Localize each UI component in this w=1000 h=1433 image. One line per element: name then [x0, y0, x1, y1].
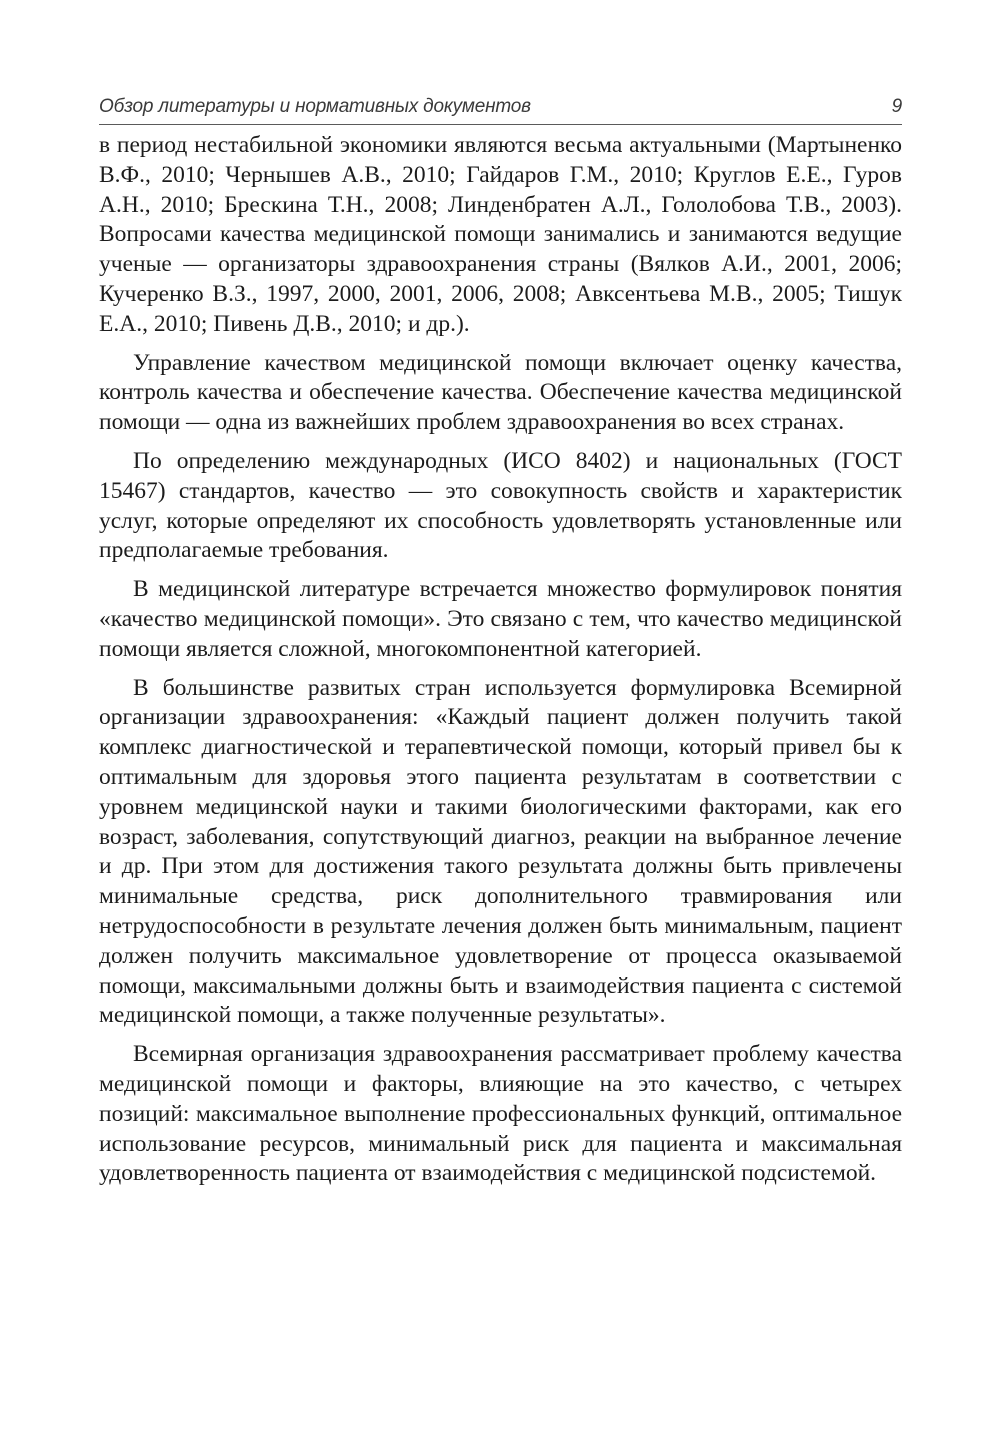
- paragraph-quality-management: Управление качеством медицинской помощи включает оценку качества, контроль качества и обеспечение качества. Обеспечение качества медицинской помощи — одна из важнейших проблем здравоохранения во всех странах.: [99, 349, 902, 436]
- book-page: [99, 96, 902, 1198]
- body-text: [99, 131, 902, 1189]
- running-header: [99, 96, 902, 125]
- paragraph-continuation: в период нестабильной экономики являются весьма актуальными (Мартыненко В.Ф., 2010; Чернышев А.В., 2010; Гайдаров Г.М., 2010; Круглов Е.Е., Гуров А.Н., 2010; Брескина Т.Н., 2008; Линденбратен А.Л., Гололобова Т.В., 2003). Вопросами качества медицинской помощи занимались и занимаются ведущие ученые — организаторы здравоохранения страны (Вялков А.И., 2001, 2006; Кучеренко В.З., 1997, 2000, 2001, 2006, 2008; Авксентьева М.В., 2005; Тишук Е.А., 2010; Пивень Д.В., 2010; и др.).: [99, 132, 902, 337]
- paragraph-who-formulation: В большинстве развитых стран используется формулировка Всемирной организации здравоохранения: «Каждый пациент должен получить такой комплекс диагностической и терапевтической помощи, который привел бы к оптимальным для здоровья этого пациента результатам в соответствии с уровнем медицинской науки и такими биологическими факторами, как его возраст, заболевания, сопутствующий диагноз, реакции на выбранное лечение и др. При этом для достижения такого результата должны быть привлечены минимальные средства, риск дополнительного травмирования или нетрудоспособности в результате лечения должен быть минимальным, пациент должен получить максимальное удовлетворение от процесса оказываемой помощи, максимальными должны быть и взаимодействия пациента с системой медицинской помощи, а также полученные результаты».: [99, 674, 902, 1029]
- running-header-title: Обзор литературы и нормативных документов: [99, 96, 531, 117]
- paragraph-medical-literature: В медицинской литературе встречается множество формулировок понятия «качество медицинской помощи». Это связано с тем, что качество медицинской помощи является сложной, многокомпонентной категорией.: [99, 576, 902, 662]
- page-number: 9: [891, 96, 902, 117]
- paragraph-quality-definition: По определению международных (ИСО 8402) и национальных (ГОСТ 15467) стандартов, качество — это совокупность свойств и характеристик услуг, которые определяют их способность удовлетворять установленные или предполагаемые требования.: [99, 447, 902, 564]
- paragraph-who-four-positions: Всемирная организация здравоохранения рассматривает проблему качества медицинской помощи и факторы, влияющие на это качество, с четырех позиций: максимальное выполнение профессиональных функций, оптимальное использование ресурсов, минимальный риск для пациента и максимальная удовлетворенность пациента от взаимодействия с медицинской подсистемой.: [99, 1041, 902, 1187]
